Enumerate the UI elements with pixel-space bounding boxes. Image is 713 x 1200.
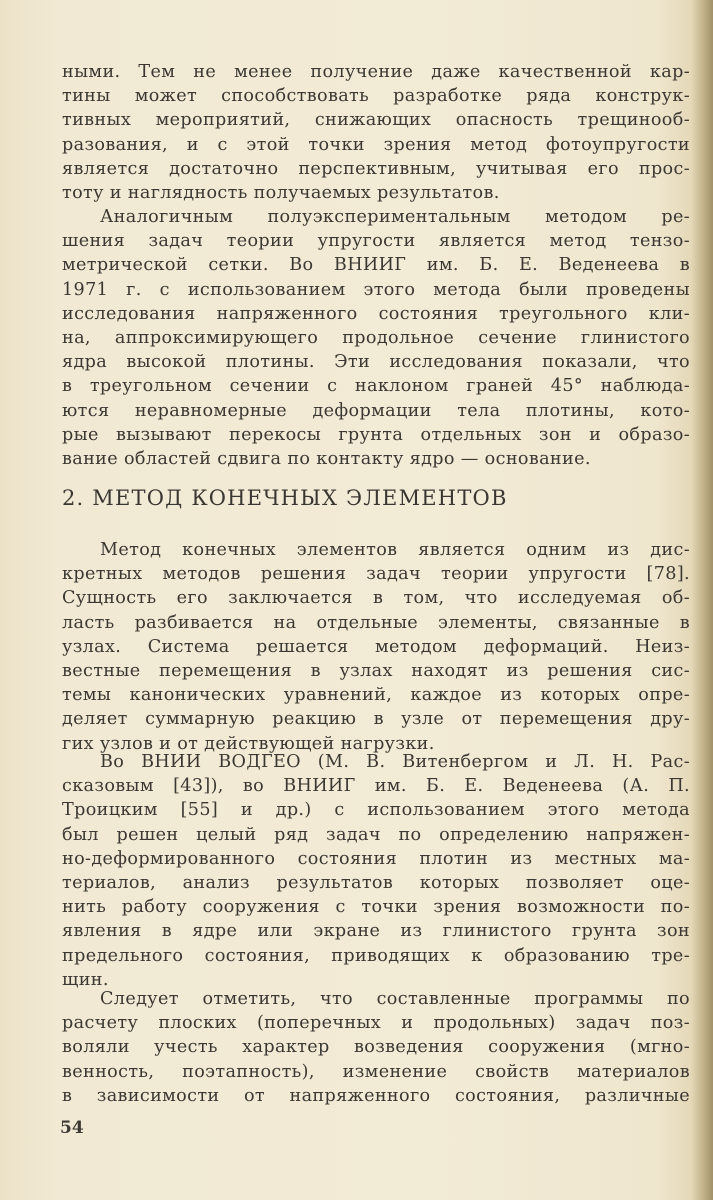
text-line: тивных мероприятий, снижающих опасность трещинооб- bbox=[62, 110, 690, 131]
text-line: предельного состояния, приводящих к образованию тре- bbox=[62, 945, 690, 966]
text-line: на, аппроксимирующего продольное сечение глинистого bbox=[62, 327, 690, 348]
text-line: расчету плоских (поперечных и продольных) задач поз- bbox=[62, 1013, 690, 1034]
text-line: Аналогичным полуэкспериментальным методом ре- bbox=[100, 207, 690, 227]
text-line: деляет суммарную реакцию в узле от перемещения дру- bbox=[62, 709, 690, 730]
paragraph-programs-note bbox=[62, 987, 690, 1108]
text-line: тоту и наглядность получаемых результатов. bbox=[62, 182, 500, 203]
text-line: в зависимости от напряженного состояния, различные bbox=[62, 1085, 690, 1106]
text-line: вание областей сдвига по контакту ядро — основание. bbox=[62, 448, 591, 469]
text-line: сказовым [43]), во ВНИИГ им. Б. Е. Веденеева (А. П. bbox=[62, 776, 690, 797]
text-line: исследования напряженного состояния треугольного кли- bbox=[62, 303, 690, 324]
text-line: воляли учесть характер возведения сооружения (мгно- bbox=[62, 1037, 690, 1058]
text-line: венность, поэтапность), изменение свойств материалов bbox=[62, 1061, 690, 1082]
text-line: Троицким [55] и др.) с использованием этого метода bbox=[62, 800, 690, 821]
paragraph-fem-applications bbox=[62, 750, 690, 992]
text-line: 1971 г. с использованием этого метода были проведены bbox=[62, 279, 690, 300]
section-heading: 2. МЕТОД КОНЕЧНЫХ ЭЛЕМЕНТОВ bbox=[62, 486, 508, 510]
text-line: разования, и с этой точки зрения метод фотоупругости bbox=[62, 134, 690, 155]
paragraph-strain-grid-method bbox=[62, 205, 690, 471]
paragraph-fem-description bbox=[62, 538, 690, 756]
text-line: кретных методов решения задач теории упругости [78]. bbox=[62, 564, 690, 585]
text-line: явления в ядре или экране из глинистого грунта зон bbox=[62, 921, 690, 942]
text-line: в треугольном сечении с наклоном граней 45° наблюда- bbox=[62, 376, 690, 397]
text-line: ядра высокой плотины. Эти исследования показали, что bbox=[62, 352, 690, 373]
text-line: был решен целый ряд задач по определению напряжен- bbox=[62, 824, 690, 845]
page-edge-shadow bbox=[691, 0, 713, 1200]
text-line: нить работу сооружения с точки зрения возможности по- bbox=[62, 897, 690, 918]
page-number: 54 bbox=[60, 1118, 84, 1138]
text-line: ются неравномерные деформации тела плотины, кото- bbox=[62, 400, 690, 421]
text-line: является достаточно перспективным, учитывая его прос- bbox=[62, 158, 690, 179]
text-line: териалов, анализ результатов которых позволяет оце- bbox=[62, 872, 690, 893]
text-line: Следует отметить, что составленные программы по bbox=[100, 989, 690, 1009]
text-line: рые вызывают перекосы грунта отдельных зон и образо- bbox=[62, 424, 690, 445]
text-line: гих узлов и от действующей нагрузки. bbox=[62, 733, 435, 754]
text-line: Во ВНИИ ВОДГЕО (М. В. Витенбергом и Л. Н. Рас- bbox=[100, 752, 690, 772]
text-line: щин. bbox=[62, 969, 109, 990]
text-line: шения задач теории упругости является метод тензо- bbox=[62, 231, 690, 252]
text-line: тины может способствовать разработке ряда конструк- bbox=[62, 86, 690, 107]
text-line: ными. Тем не менее получение даже качественной кар- bbox=[62, 62, 690, 82]
text-line: Метод конечных элементов является одним из дис- bbox=[100, 540, 690, 560]
text-line: узлах. Система решается методом деформаций. Неиз- bbox=[62, 636, 690, 657]
text-line: но-деформированного состояния плотин из местных ма- bbox=[62, 848, 690, 869]
text-line: вестные перемещения в узлах находят из решения сис- bbox=[62, 660, 690, 681]
text-line: Сущность его заключается в том, что исследуемая об- bbox=[62, 588, 690, 609]
paragraph-photoelasticity-end bbox=[62, 60, 690, 205]
text-line: ласть разбивается на отдельные элементы, связанные в bbox=[62, 612, 690, 633]
text-line: темы канонических уравнений, каждое из которых опре- bbox=[62, 685, 690, 706]
text-line: метрической сетки. Во ВНИИГ им. Б. Е. Веденеева в bbox=[62, 255, 690, 276]
